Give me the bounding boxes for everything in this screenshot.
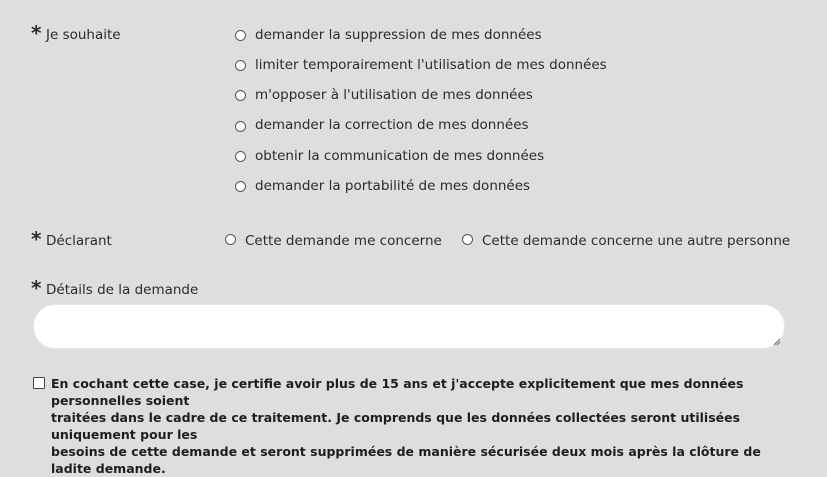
consent-text bbox=[51, 375, 781, 477]
required-marker: * bbox=[31, 276, 42, 300]
consent-line-2: traitées dans le cadre de ce traitement. Je comprends que les données collectées seront utilisées uniquement pour les bbox=[51, 410, 741, 442]
option-opposer[interactable]: m'opposer à l'utilisation de mes données bbox=[255, 87, 533, 103]
radio-me-concerne[interactable] bbox=[225, 234, 236, 245]
option-limiter[interactable]: limiter temporairement l'utilisation de mes données bbox=[255, 57, 607, 73]
radio-autre-personne[interactable] bbox=[462, 234, 473, 245]
radio-suppression[interactable] bbox=[235, 30, 246, 41]
je-souhaite-label: Je souhaite bbox=[46, 27, 121, 43]
radio-opposer[interactable] bbox=[235, 90, 246, 101]
consent-line-3: besoins de cette demande et seront supprimées de manière sécurisée deux mois après la clôture de ladite demande. bbox=[51, 444, 761, 476]
option-portabilite[interactable]: demander la portabilité de mes données bbox=[255, 178, 531, 194]
radio-communication[interactable] bbox=[235, 151, 246, 162]
option-correction[interactable]: demander la correction de mes données bbox=[255, 117, 529, 133]
radio-portabilite[interactable] bbox=[235, 181, 246, 192]
consent-line-1: En cochant cette case, je certifie avoir plus de 15 ans et j'accepte explicitement que mes données personnelles soient bbox=[51, 376, 744, 408]
required-marker: * bbox=[31, 227, 42, 251]
radio-correction[interactable] bbox=[235, 121, 246, 132]
option-me-concerne[interactable]: Cette demande me concerne bbox=[245, 233, 442, 249]
declarant-label: Déclarant bbox=[46, 233, 112, 249]
option-communication[interactable]: obtenir la communication de mes données bbox=[255, 148, 545, 164]
option-suppression[interactable]: demander la suppression de mes données bbox=[255, 27, 542, 43]
details-textarea[interactable] bbox=[33, 304, 785, 349]
resize-handle-icon[interactable] bbox=[773, 338, 781, 346]
radio-limiter[interactable] bbox=[235, 60, 246, 71]
required-marker: * bbox=[31, 21, 42, 45]
consent-checkbox[interactable] bbox=[33, 377, 45, 389]
option-autre-personne[interactable]: Cette demande concerne une autre personne bbox=[482, 233, 791, 249]
details-label: Détails de la demande bbox=[46, 282, 199, 298]
